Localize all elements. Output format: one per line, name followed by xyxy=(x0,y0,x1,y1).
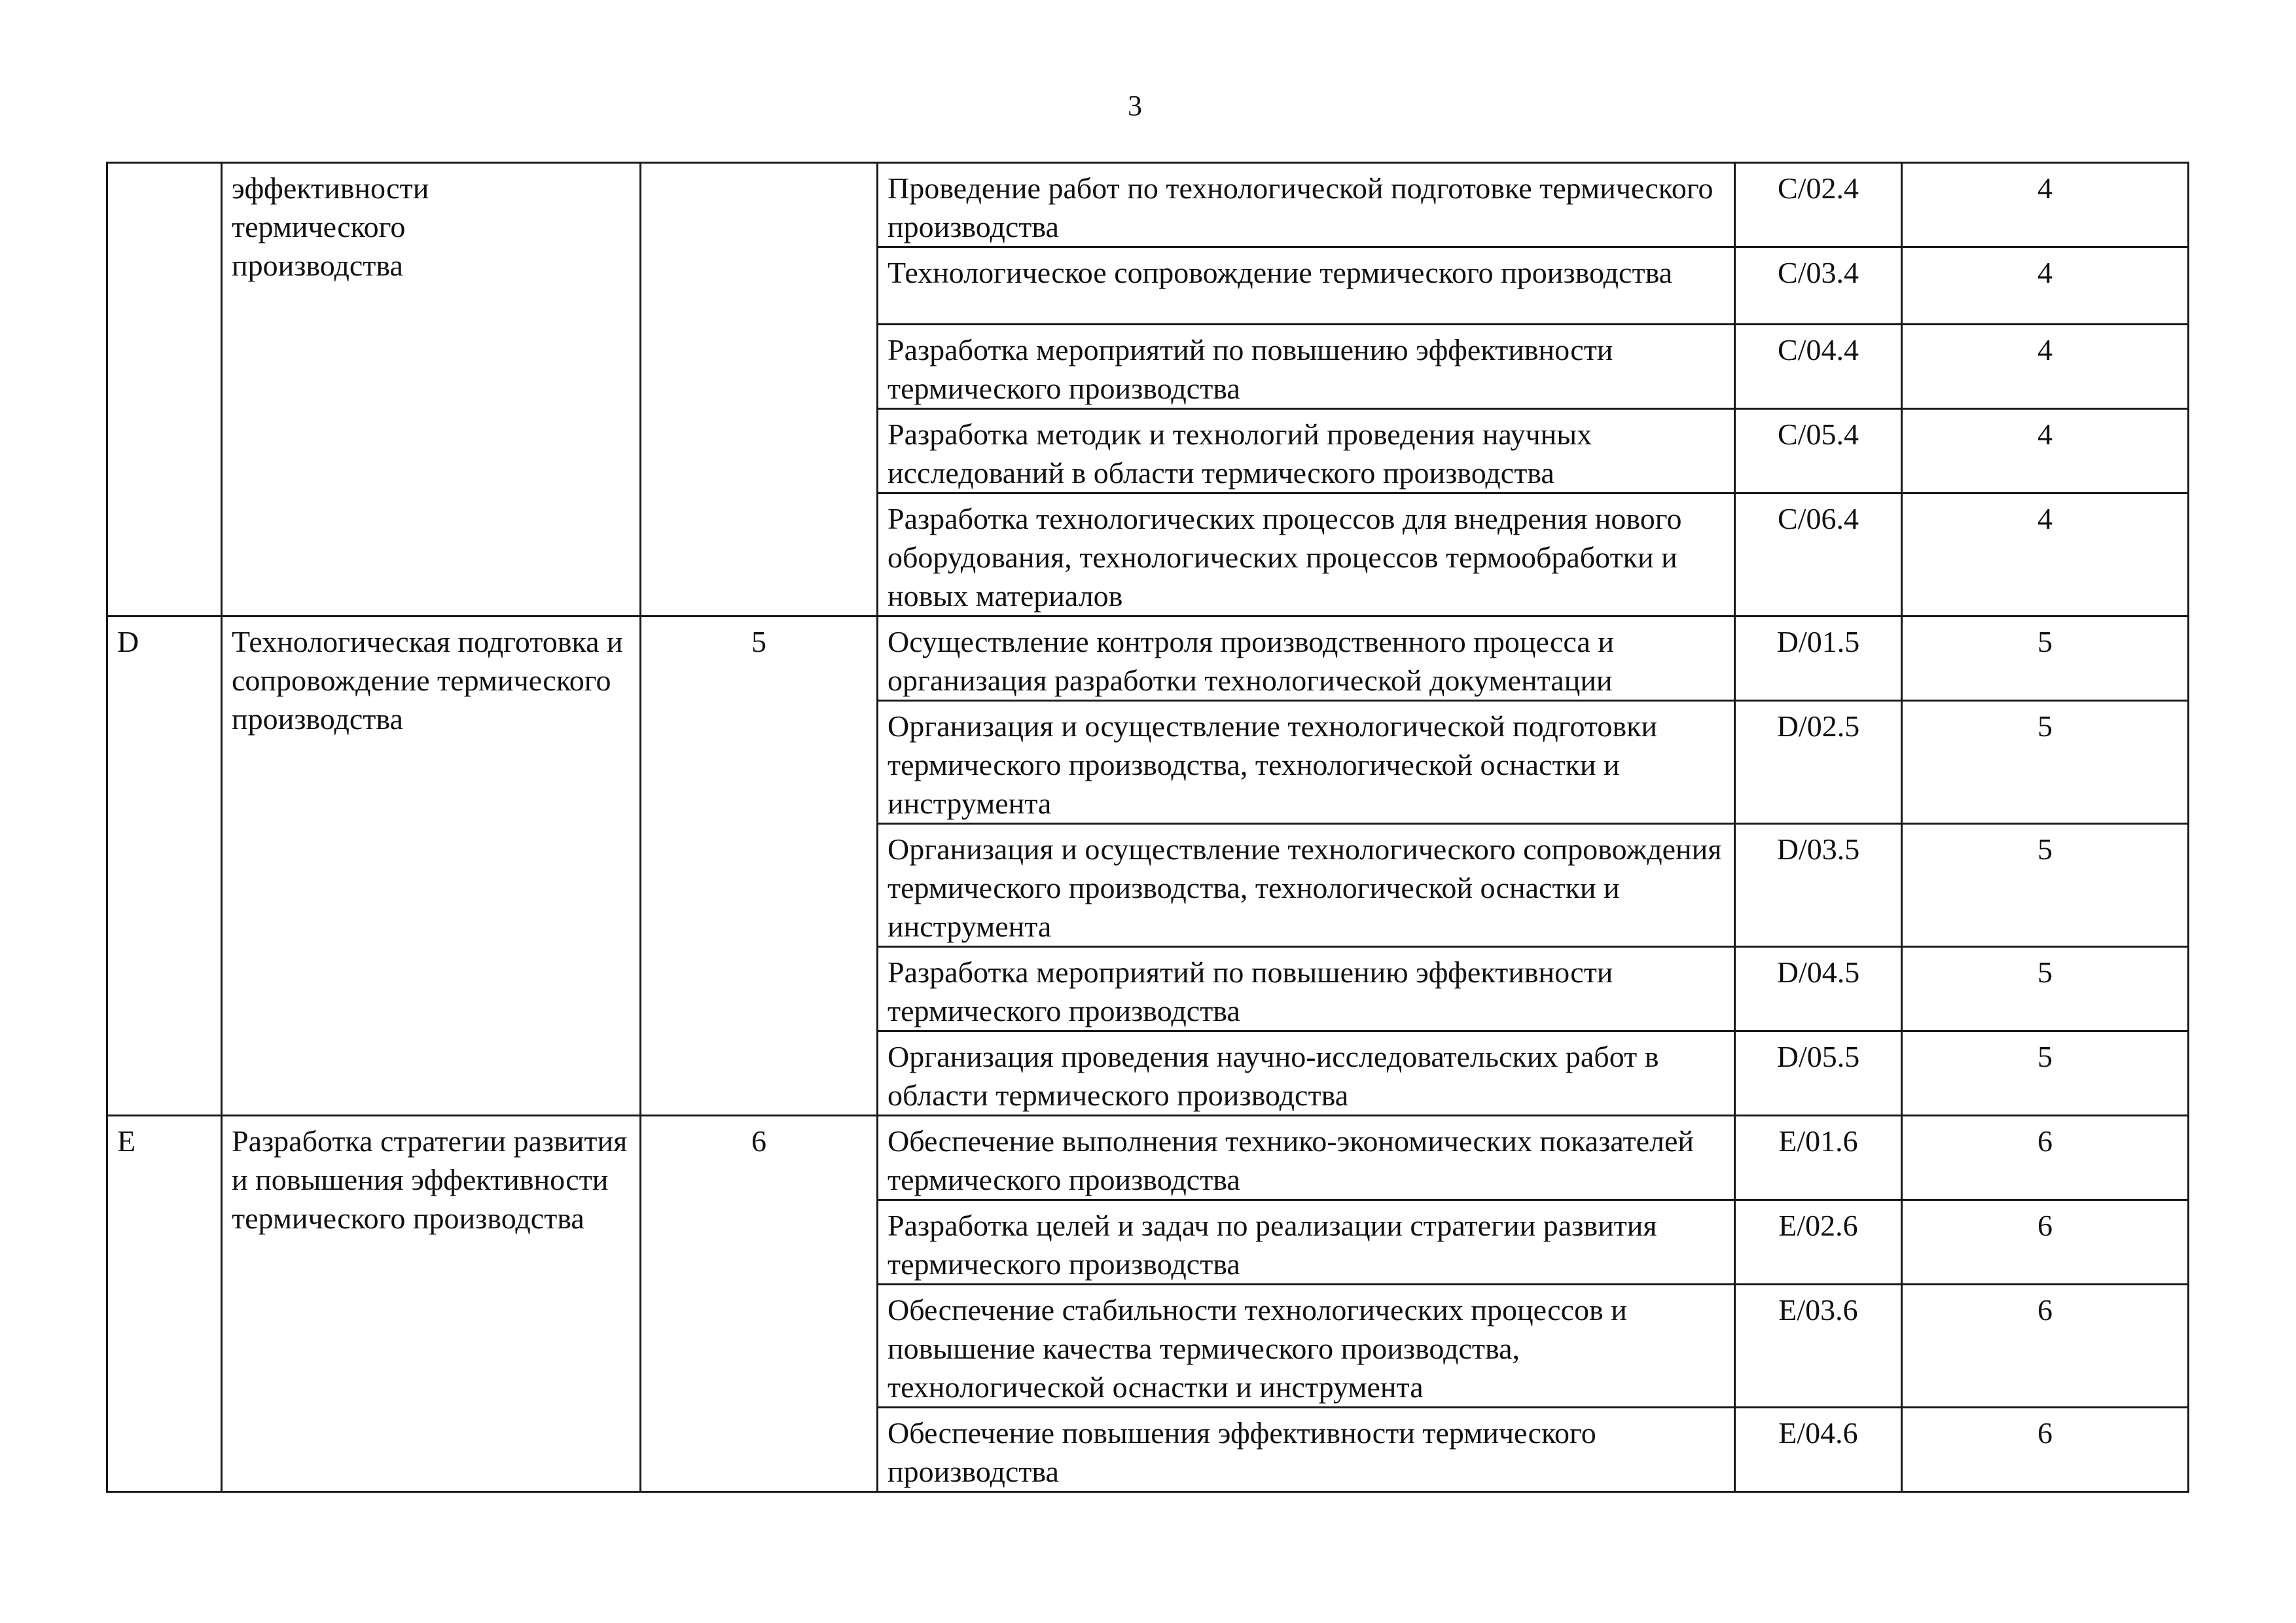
labor-function-code: D/01.5 xyxy=(1735,616,1902,701)
sublevel-qualification: 4 xyxy=(1902,493,2189,616)
labor-function-name: Проведение работ по технологической подготовке термического производства xyxy=(878,163,1735,247)
generalized-function-name: эффективности термического производства xyxy=(222,163,641,616)
labor-function-code: C/03.4 xyxy=(1735,247,1902,325)
labor-function-name: Осуществление контроля производственного процесса и организация разработки технологической документации xyxy=(878,616,1735,701)
labor-function-code: E/01.6 xyxy=(1735,1116,1902,1200)
generalized-function-name: Технологическая подготовка и сопровождение термического производства xyxy=(222,616,641,1116)
labor-function-name: Обеспечение выполнения технико-экономических показателей термического производства xyxy=(878,1116,1735,1200)
sublevel-qualification: 4 xyxy=(1902,247,2189,325)
labor-function-name: Обеспечение повышения эффективности термического производства xyxy=(878,1408,1735,1492)
qualification-table xyxy=(106,162,2189,1493)
labor-function-code: C/02.4 xyxy=(1735,163,1902,247)
labor-function-code: D/02.5 xyxy=(1735,701,1902,824)
table-row xyxy=(107,1116,2189,1200)
sublevel-qualification: 6 xyxy=(1902,1285,2189,1408)
labor-function-code: E/04.6 xyxy=(1735,1408,1902,1492)
labor-function-code: C/06.4 xyxy=(1735,493,1902,616)
group-letter: D xyxy=(107,616,222,1116)
labor-function-code: D/05.5 xyxy=(1735,1031,1902,1116)
sublevel-qualification: 4 xyxy=(1902,163,2189,247)
table-row xyxy=(107,163,2189,247)
labor-function-name: Организация и осуществление технологического сопровождения термического производства, технологической оснастки и инструмента xyxy=(878,824,1735,947)
labor-function-code: E/03.6 xyxy=(1735,1285,1902,1408)
labor-function-code: C/04.4 xyxy=(1735,325,1902,409)
labor-function-name: Разработка мероприятий по повышению эффективности термического производства xyxy=(878,947,1735,1031)
labor-function-code: E/02.6 xyxy=(1735,1200,1902,1285)
sublevel-qualification: 6 xyxy=(1902,1408,2189,1492)
group-letter: E xyxy=(107,1116,222,1492)
labor-function-name: Разработка технологических процессов для внедрения нового оборудования, технологических процессов термообработки и новых материалов xyxy=(878,493,1735,616)
labor-function-name: Организация проведения научно-исследовательских работ в области термического производства xyxy=(878,1031,1735,1116)
generalized-function-name: Разработка стратегии развития и повышения эффективности термического производства xyxy=(222,1116,641,1492)
sublevel-qualification: 6 xyxy=(1902,1116,2189,1200)
labor-function-name: Технологическое сопровождение термического производства xyxy=(878,247,1735,325)
sublevel-qualification: 5 xyxy=(1902,1031,2189,1116)
table-body xyxy=(107,163,2189,1492)
labor-function-name: Разработка методик и технологий проведения научных исследований в области термического производства xyxy=(878,409,1735,493)
sublevel-qualification: 4 xyxy=(1902,409,2189,493)
labor-function-name: Обеспечение стабильности технологических процессов и повышение качества термического производства, технологической оснастки и инструмента xyxy=(878,1285,1735,1408)
labor-function-name: Организация и осуществление технологической подготовки термического производства, технологической оснастки и инструмента xyxy=(878,701,1735,824)
qualification-level: 5 xyxy=(641,616,878,1116)
group-letter xyxy=(107,163,222,616)
labor-function-code: C/05.4 xyxy=(1735,409,1902,493)
sublevel-qualification: 5 xyxy=(1902,701,2189,824)
labor-function-code: D/04.5 xyxy=(1735,947,1902,1031)
sublevel-qualification: 5 xyxy=(1902,947,2189,1031)
qualification-level: 6 xyxy=(641,1116,878,1492)
sublevel-qualification: 4 xyxy=(1902,325,2189,409)
table-row xyxy=(107,616,2189,701)
sublevel-qualification: 5 xyxy=(1902,824,2189,947)
sublevel-qualification: 6 xyxy=(1902,1200,2189,1285)
labor-function-name: Разработка целей и задач по реализации стратегии развития термического производства xyxy=(878,1200,1735,1285)
sublevel-qualification: 5 xyxy=(1902,616,2189,701)
qualification-level xyxy=(641,163,878,616)
labor-function-code: D/03.5 xyxy=(1735,824,1902,947)
labor-function-name: Разработка мероприятий по повышению эффективности термического производства xyxy=(878,325,1735,409)
page-number: 3 xyxy=(1128,90,1142,122)
